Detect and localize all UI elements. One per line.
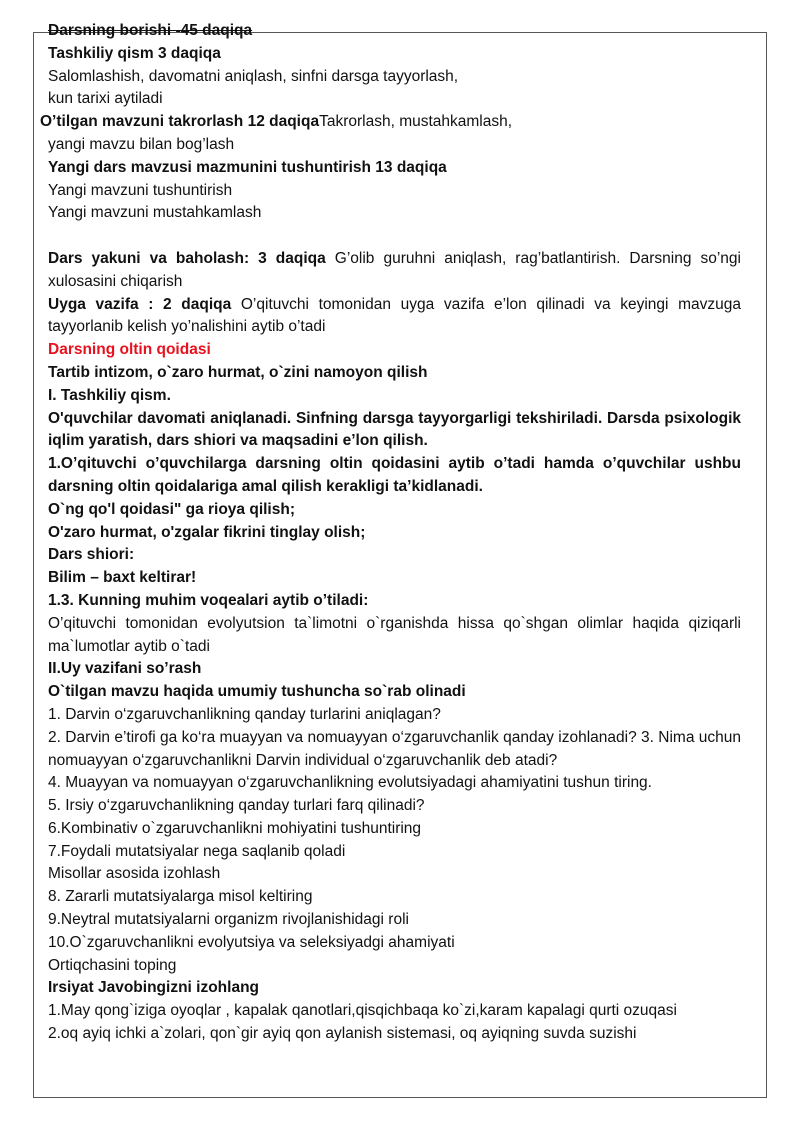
conclusion-paragraph bbox=[48, 248, 741, 294]
conclusion-text: G’olib guruhni aniqlash, rag’batlantirish. Darsning so’ngi xulosasini chiqarish bbox=[48, 249, 741, 290]
lesson-heading: Darsning borishi -45 daqiqa bbox=[48, 22, 253, 39]
question-7-note: Misollar asosida izohlash bbox=[48, 865, 221, 883]
homework-text: O’qituvchi tomonidan uyga vazifa e’lon qilinadi va keyingi mavzuga tayyorlanib kelish yo’nalishini aytib o’tadi bbox=[48, 295, 741, 336]
document-body bbox=[40, 20, 741, 1046]
conclusion-title: Dars yakuni va baholash: 3 daqiqa bbox=[48, 249, 326, 267]
question-8: 8. Zararli mutatsiyalarga misol keltiring bbox=[48, 888, 313, 906]
golden-rule-subtitle: Tartib intizom, o`zaro hurmat, o`zini namoyon qilish bbox=[48, 363, 428, 381]
organization-line-1: Salomlashish, davomatni aniqlash, sinfni darsga tayyorlash, bbox=[48, 67, 459, 85]
motto: Bilim – baxt keltirar! bbox=[48, 569, 197, 587]
question-4: 4. Muayyan va nomuayyan o‘zgaruvchanlikning evolutsiyadagi ahamiyatini tushun tiring. bbox=[48, 774, 652, 792]
question-2-3: 2. Darvin e’tirofi ga ko‘ra muayyan va nomuayyan o‘zgaruvchanlik qanday izohlanadi? 3. Nima uchun nomuayyan o‘zgaruvchanlikni Darvin individual o‘zgaruvchanlik deb atadi? bbox=[48, 728, 741, 769]
question-5: 5. Irsiy o‘zgaruvchanlikning qanday turlari farq qilinadi? bbox=[48, 797, 425, 815]
new-topic-line-1: Yangi mavzuni tushuntirish bbox=[48, 181, 233, 199]
new-topic-title: Yangi dars mavzusi mazmunini tushuntirish 13 daqiqa bbox=[48, 158, 447, 176]
answer-2: 2.oq ayiq ichki a`zolari, qon`gir ayiq qon aylanish sistemasi, oq ayiqning suvda suzishi bbox=[48, 1025, 637, 1043]
new-topic-line-2: Yangi mavzuni mustahkamlash bbox=[48, 204, 262, 222]
review-line bbox=[40, 111, 741, 134]
question-6: 6.Kombinativ o`zgaruvchanlikni mohiyatini tushuntiring bbox=[48, 819, 422, 837]
point-1-3-text: O’qituvchi tomonidan evolyutsion ta`limotni o`rganishda hissa qo`shgan olimlar haqida qiziqarli ma`lumotlar aytib o`tadi bbox=[48, 614, 741, 655]
point-1-3: 1.3. Kunning muhim voqealari aytib o’tiladi: bbox=[48, 591, 369, 609]
rule-1: O`ng qo'l qoidasi" ga rioya qilish; bbox=[48, 500, 295, 518]
organization-line-2: kun tarixi aytiladi bbox=[48, 90, 163, 108]
review-title: O’tilgan mavzuni takrorlash 12 daqiqa bbox=[40, 113, 320, 131]
point-1: 1.O’qituvchi o’quvchilarga darsning oltin qoidasini aytib o’tadi hamda o’quvchilar ushbu darsning oltin qoidalariga amal qilish kerakligi ta’kidlanadi. bbox=[48, 455, 741, 495]
rule-2: O'zaro hurmat, o'zgalar fikrini tinglay olish; bbox=[48, 523, 366, 541]
review-line-2: yangi mavzu bilan bog’lash bbox=[48, 135, 235, 153]
question-10: 10.O`zgaruvchanlikni evolyutsiya va seleksiyadgi ahamiyati bbox=[48, 933, 455, 951]
odd-one-out: Ortiqchasini toping bbox=[48, 956, 177, 974]
answer-1: 1.May qong`iziga oyoqlar , kapalak qanotlari,qisqichbaqa ko`zi,karam kapalagi qurti ozuqasi bbox=[48, 1002, 677, 1020]
question-7: 7.Foydali mutatsiyalar nega saqlanib qoladi bbox=[48, 842, 346, 860]
spacer bbox=[48, 225, 741, 248]
organization-title: Tashkiliy qism 3 daqiqa bbox=[48, 44, 221, 62]
review-text: Takrorlash, mustahkamlash, bbox=[319, 113, 513, 131]
heredity-title: Irsiyat Javobingizni izohlang bbox=[48, 979, 260, 997]
golden-rule-title: Darsning oltin qoidasi bbox=[48, 341, 211, 359]
question-1: 1. Darvin o‘zgaruvchanlikning qanday turlarini aniqlagan? bbox=[48, 705, 441, 723]
homework-paragraph bbox=[48, 294, 741, 340]
part-1-text: O'quvchilar davomati aniqlanadi. Sinfning darsga tayyorgarligi tekshiriladi. Darsda psixologik iqlim yaratish, dars shiori va maqsadini e’lon qilish. bbox=[48, 409, 741, 450]
homework-title: Uyga vazifa : 2 daqiqa bbox=[48, 295, 232, 313]
part-2-title: II.Uy vazifani so’rash bbox=[48, 660, 202, 678]
question-9: 9.Neytral mutatsiyalarni organizm rivojlanishidagi roli bbox=[48, 911, 409, 929]
motto-label: Dars shiori: bbox=[48, 546, 135, 564]
part-2-subtitle: O`tilgan mavzu haqida umumiy tushuncha so`rab olinadi bbox=[48, 683, 466, 701]
part-1-title: I. Tashkiliy qism. bbox=[48, 386, 171, 404]
